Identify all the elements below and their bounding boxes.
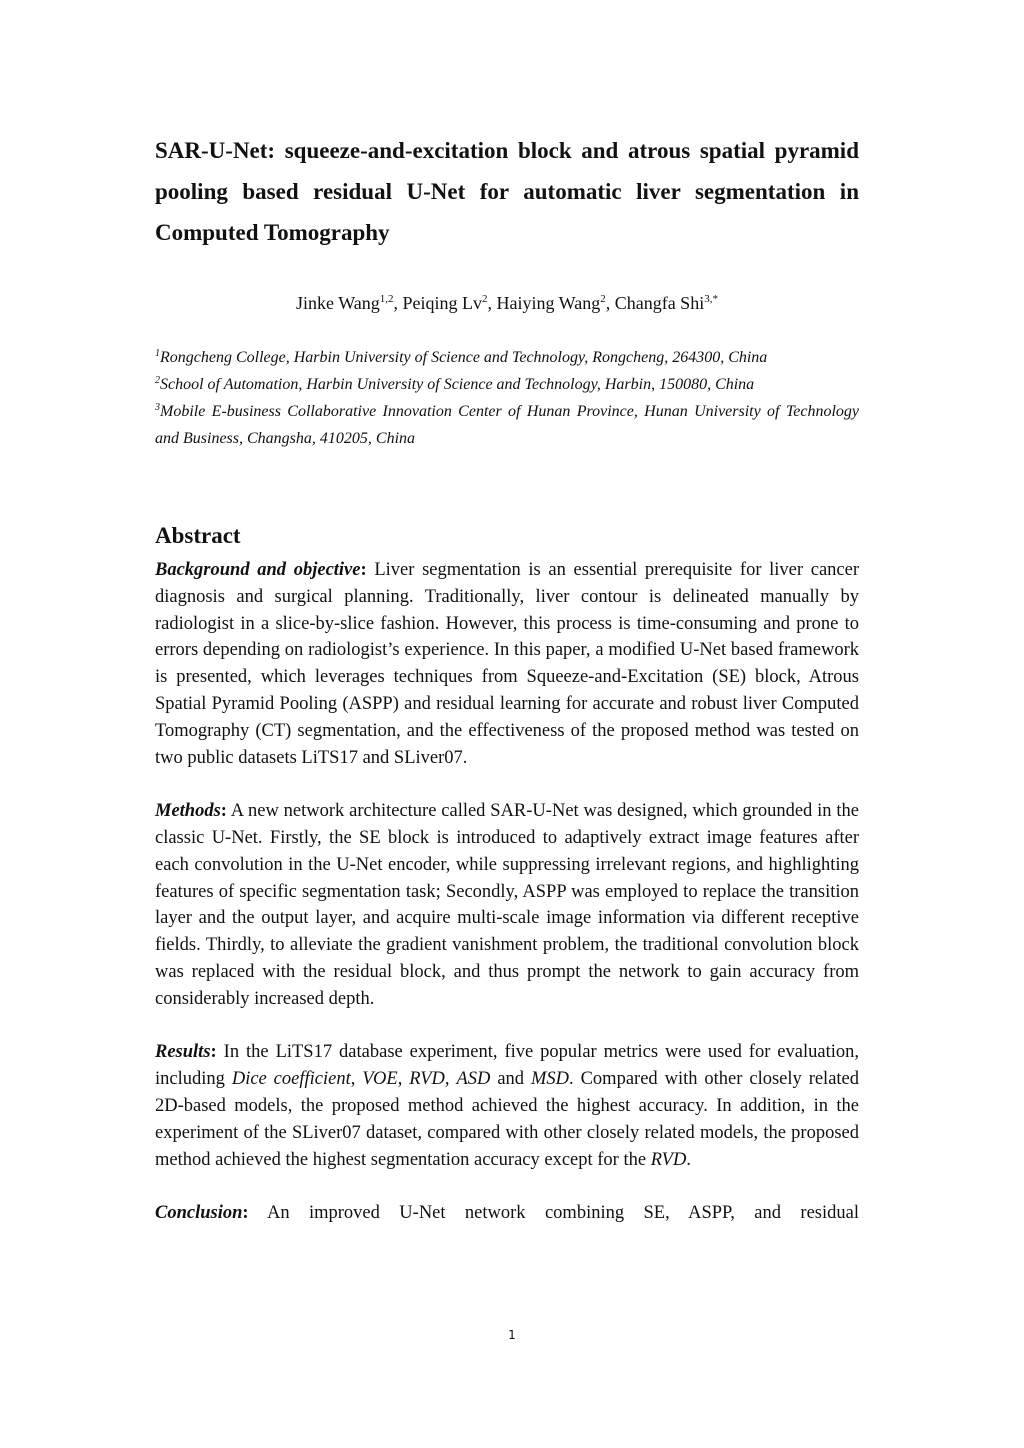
paper-page (155, 130, 859, 1254)
abstract-conclusion: Conclusion: An improved U-Net network combining SE, ASPP, and residual (155, 1203, 859, 1224)
metric-name: RVD (650, 1149, 687, 1170)
author: Peiqing Lv$^2$, (402, 293, 497, 313)
affiliation-list (155, 344, 859, 452)
abstract-background: Background and objective: Liver segmentation is an essential prerequisite for liver cancer diagnosis and surgical planning. Traditionally, liver contour is delineated manually by radiologist in a slice-by-slice fashion. However, this process is time-consuming and prone to errors depending on radiologist’s experience. In this paper, a modified U-Net based framework is presented, which leverages techniques from Squeeze-and-Excitation (SE) block, Atrous Spatial Pyramid Pooling (ASPP) and residual learning for accurate and robust liver Computed Tomography (CT) segmentation, and the effectiveness of the proposed method was tested on two public datasets LiTS17 and SLiver07. (155, 560, 859, 768)
author-affil-marker: 1,2 (379, 293, 394, 305)
author-affil-marker: 2 (482, 293, 488, 305)
metric-name: Dice coefficient (231, 1069, 351, 1090)
affiliation: $^3$Mobile E-business Collaborative Innovation Center of Hunan Province, Hunan University of Technology and Business, Changsha, 410205, China (155, 402, 859, 447)
abstract-results: Results: In the LiTS17 database experiment, five popular metrics were used for evaluation, including Dice coefficient, VOE, RVD, ASD and MSD. Compared with other closely related 2D-based models, the proposed method achieved the highest accuracy. In addition, in the experiment of the SLiver07 dataset, compared with other closely related models, the proposed method achieved the highest segmentation accuracy except for the RVD. (155, 1042, 860, 1170)
paper-title: SAR-U-Net: squeeze-and-excitation block and atrous spatial pyramid pooling based residual U-Net for automatic liver segmentation in Computed Tomography (155, 138, 859, 245)
author-affil-marker: 2 (600, 293, 606, 305)
abstract-methods: Methods: A new network architecture called SAR-U-Net was designed, which grounded in the classic U-Net. Firstly, the SE block is introduced to adaptively extract image features after each convolution in the U-Net encoder, while suppressing irrelevant regions, and highlighting features of specific segmentation task; Secondly, ASPP was employed to replace the transition layer and the output layer, and acquire multi-scale image information via different receptive fields. Thirdly, to alleviate the gradient vanishment problem, the traditional convolution block was replaced with the residual block, and thus prompt the network to gain accuracy from considerably increased depth. (155, 801, 859, 1009)
metric-name: MSD (531, 1069, 570, 1090)
author: Haiying Wang$^2$, (496, 293, 615, 313)
metric-name: VOE (362, 1069, 398, 1090)
section-label: Methods (155, 801, 221, 822)
section-label: Results (155, 1042, 211, 1063)
author-affil-marker: 3,* (704, 293, 718, 305)
page-number: 1 (508, 1328, 516, 1342)
author-list (155, 293, 859, 314)
metric-name: RVD (409, 1069, 445, 1090)
affiliation: $^2$School of Automation, Harbin University of Science and Technology, Harbin, 150080, China (155, 375, 755, 393)
section-label: Background and objective (155, 560, 361, 580)
metric-name: ASD (456, 1069, 491, 1090)
author: Jinke Wang$^{1,2}$, (296, 293, 403, 313)
abstract-heading: Abstract (155, 523, 241, 548)
affiliation: $^1$Rongcheng College, Harbin University of Science and Technology, Rongcheng, 264300, China (155, 348, 768, 366)
section-label: Conclusion (155, 1203, 243, 1224)
author: Changfa Shi$^{3,*}$ (614, 293, 718, 313)
